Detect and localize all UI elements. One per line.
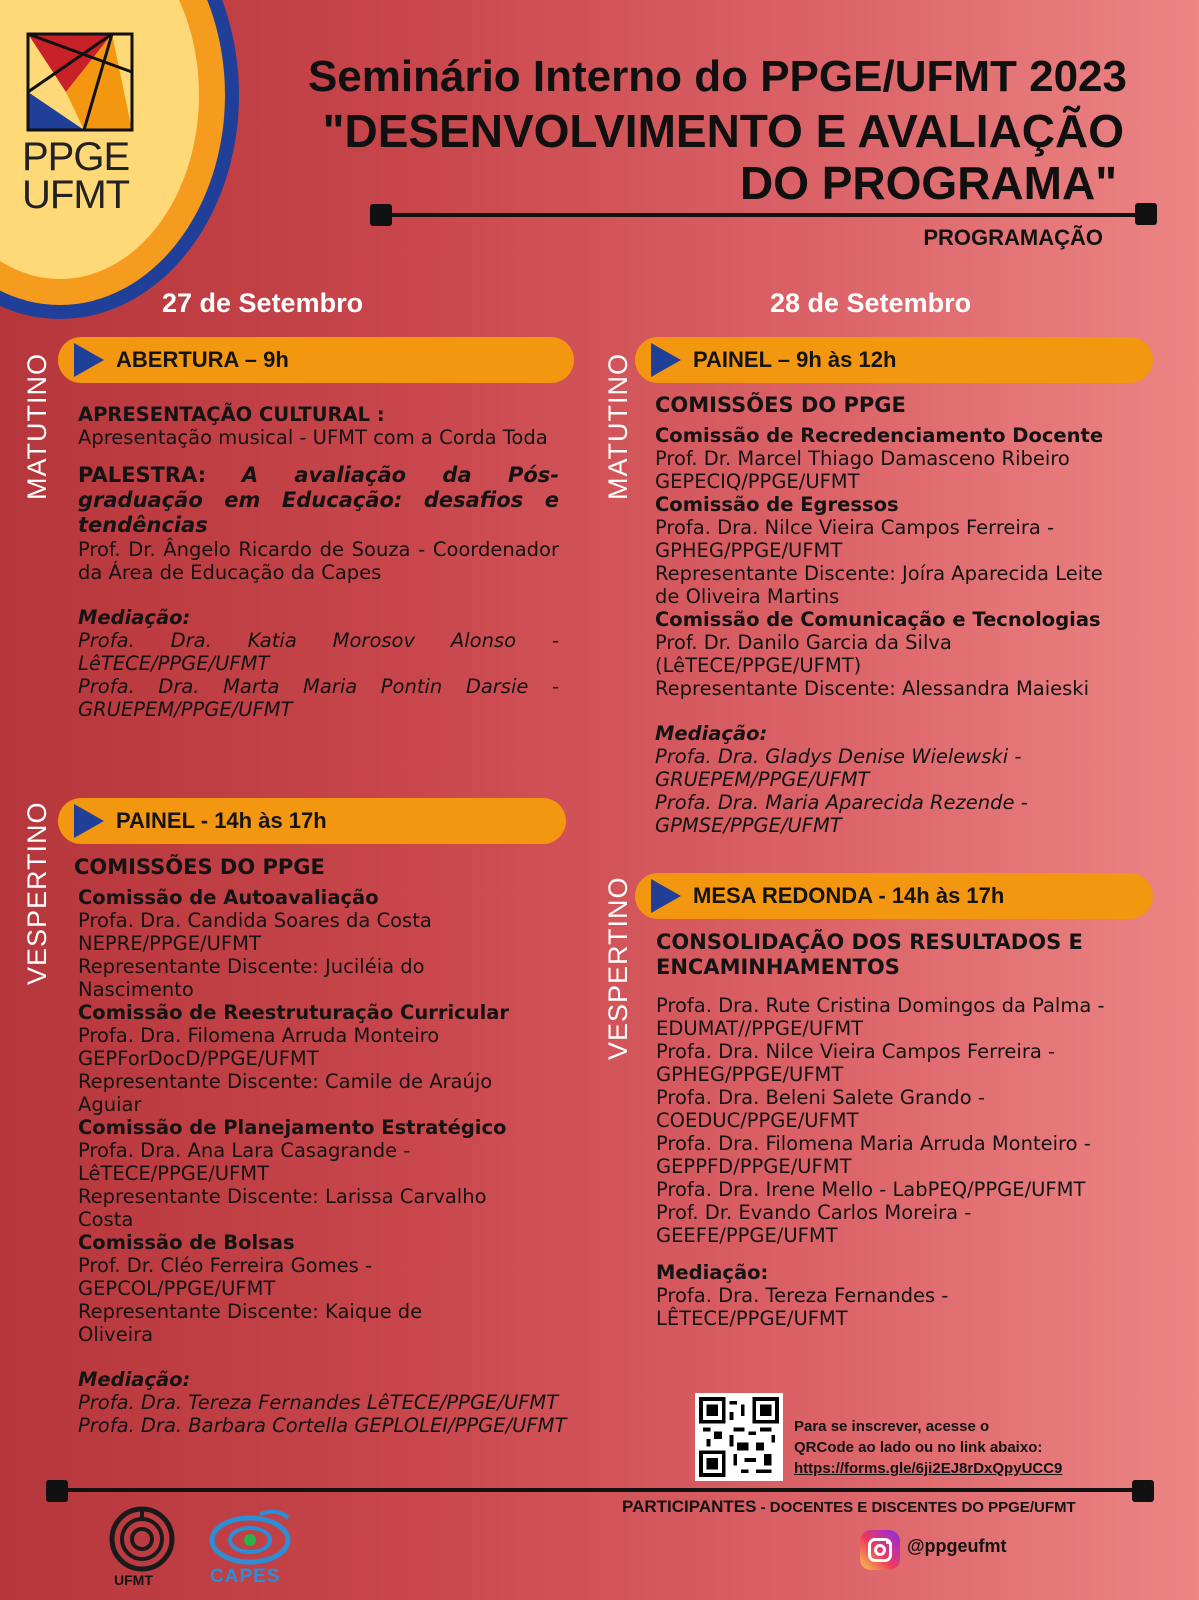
commission-line: Oliveira [78,1323,154,1346]
abertura-mediacao-label: Mediação: [78,606,191,629]
commission-line: Representante Discente: Larissa Carvalho [78,1185,487,1208]
day1-painel-content [74,855,594,1437]
day2-section-title: COMISSÕES DO PPGE [655,393,906,417]
instagram-icon[interactable] [860,1530,900,1570]
commission-name: Comissão de Autoavaliação [78,886,379,909]
programacao-label: PROGRAMAÇÃO [923,225,1103,250]
participant-line: Prof. Dr. Evando Carlos Moreira - [656,1201,972,1224]
commission-item [78,1231,594,1346]
instagram-handle[interactable]: @ppgeufmt [907,1536,1007,1556]
commission-line: Costa [78,1208,134,1231]
mediacao-line: GRUEPEM/PPGE/UFMT [655,768,870,791]
commission-item [655,608,1175,700]
mesa-content [656,930,1176,1330]
abertura-mediacao-1: Profa. Dra. Katia Morosov Alonso - LêTECE/PPGE/UFMT [78,629,559,675]
signup-instructions [794,1416,1062,1479]
day1-commission-list [74,886,594,1437]
day2-painel-content [655,393,1175,837]
commission-name: Comissão de Egressos [655,493,899,516]
commission-line: GEPECIQ/PPGE/UFMT [655,470,860,493]
commission-name: Comissão de Planejamento Estratégico [78,1116,507,1139]
commission-line: Profa. Dra. Nilce Vieira Campos Ferreira - [655,516,1055,539]
commission-item [78,1001,594,1116]
mesa-mediacao-label: Mediação: [656,1261,769,1284]
participant-line: Profa. Dra. Rute Cristina Domingos da Palma - [656,994,1105,1017]
mediacao-line: Profa. Dra. Maria Aparecida Rezende - [655,791,1028,814]
commission-line: Prof. Dr. Danilo Garcia da Silva [655,631,952,654]
participant-line: GPHEG/PPGE/UFMT [656,1063,844,1086]
commission-line: GEPForDocD/PPGE/UFMT [78,1047,319,1070]
signup-line1: Para se inscrever, acesse o [794,1418,990,1435]
abertura-mediacao-2: Profa. Dra. Marta Maria Pontin Darsie - GRUEPEM/PPGE/UFMT [78,675,559,721]
qr-code-icon[interactable] [695,1393,783,1481]
page-title-line1: Seminário Interno do PPGE/UFMT 2023 [307,52,1127,101]
capes-logo-icon [208,1508,294,1568]
commission-line: LêTECE/PPGE/UFMT [78,1162,270,1185]
participant-line: EDUMAT//PPGE/UFMT [656,1017,864,1040]
day1-painel-banner [58,798,566,844]
mediacao-line: Profa. Dra. Gladys Denise Wielewski - [655,745,1022,768]
cultural-text: Apresentação musical - UFMT com a Corda Toda [78,426,548,449]
commission-item [655,424,1175,493]
commission-line: Profa. Dra. Filomena Arruda Monteiro [78,1024,440,1047]
page-title-line3: DO PROGRAMA" [739,157,1117,209]
cultural-title: APRESENTAÇÃO CULTURAL : [78,403,385,426]
commission-line: Prof. Dr. Cléo Ferreira Gomes - [78,1254,372,1277]
mediacao-line: GPMSE/PPGE/UFMT [655,814,842,837]
palestra-speaker: Prof. Dr. Ângelo Ricardo de Souza - Coordenador da Área de Educação da Capes [78,538,559,584]
commission-line: Representante Discente: Alessandra Maieski [655,677,1090,700]
commission-line: NEPRE/PPGE/UFMT [78,932,261,955]
abertura-banner [58,337,574,383]
commission-line: GEPCOL/PPGE/UFMT [78,1277,276,1300]
logo-text [22,135,142,217]
day1-painel-mediacao-label: Mediação: [78,1368,191,1391]
mediacao-line: LÊTECE/PPGE/UFMT [656,1307,848,1330]
day1-painel-banner-text: PAINEL - 14h às 17h [116,808,327,833]
commission-line: Representante Discente: Kaique de [78,1300,423,1323]
participants-label: PARTICIPANTES [622,1497,757,1516]
commission-item [78,886,594,1001]
commission-line: Profa. Dra. Ana Lara Casagrande - [78,1139,411,1162]
page-title-line2: "DESENVOLVIMENTO E AVALIAÇÃO [322,105,1124,157]
commission-item [78,1116,594,1231]
participant-line: GEPPFD/PPGE/UFMT [656,1155,852,1178]
mediacao-line: Profa. Dra. Tereza Fernandes - [656,1284,949,1307]
mesa-redonda-banner-text: MESA REDONDA - 14h às 17h [693,883,1005,908]
participant-line: Profa. Dra. Filomena Maria Arruda Monteiro - [656,1132,1091,1155]
participant-line: Profa. Dra. Nilce Vieira Campos Ferreira - [656,1040,1056,1063]
day2-painel-banner [635,337,1153,383]
mesa-redonda-banner [635,873,1153,919]
commission-line: Prof. Dr. Marcel Thiago Damasceno Ribeiro [655,447,1070,470]
day1-afternoon-label: VESPERTINO [22,801,52,985]
day2-painel-banner-text: PAINEL – 9h às 12h [693,347,897,372]
day2-date: 28 de Setembro [770,288,972,318]
commission-line: Aguiar [78,1093,142,1116]
signup-link[interactable]: https://forms.gle/6ji2EJ8rDxQpyUCC9 [794,1460,1063,1477]
day1-painel-mediacao-2: Profa. Dra. Barbara Cortella GEPLOLEI/PPGE/UFMT [78,1414,567,1437]
day1-morning-label: MATUTINO [22,353,52,500]
palestra-label: PALESTRA: [78,463,207,487]
commission-name: Comissão de Bolsas [78,1231,295,1254]
commission-line: Nascimento [78,978,194,1001]
participant-line: Profa. Dra. Beleni Salete Grando - [656,1086,985,1109]
participant-line: COEDUC/PPGE/UFMT [656,1109,859,1132]
commission-line: (LêTECE/PPGE/UFMT) [655,654,862,677]
capes-label: CAPES [210,1566,281,1587]
play-arrow-icon [651,343,681,377]
commission-name: Comissão de Reestruturação Curricular [78,1001,510,1024]
commission-line: Representante Discente: Joíra Aparecida Leite [655,562,1103,585]
header-rule [380,213,1140,217]
ufmt-logo-icon [109,1506,175,1572]
participants-text: - DOCENTES E DISCENTES DO PPGE/UFMT [756,1499,1076,1516]
play-arrow-icon [651,879,681,913]
day2-morning-label: MATUTINO [603,353,633,500]
abertura-content [78,403,559,721]
commission-line: Representante Discente: Camile de Araújo [78,1070,493,1093]
day2-painel-mediacao-label: Mediação: [655,722,768,745]
rule-end-right [1135,203,1157,225]
day1-painel-mediacao-1: Profa. Dra. Tereza Fernandes LêTECE/PPGE/UFMT [78,1391,559,1414]
commission-line: de Oliveira Martins [655,585,840,608]
commission-line: Profa. Dra. Candida Soares da Costa [78,909,432,932]
play-arrow-icon [74,804,104,838]
abertura-banner-text: ABERTURA – 9h [116,347,289,372]
participant-line: Profa. Dra. Irene Mello - LabPEQ/PPGE/UFMT [656,1178,1086,1201]
palestra-title: A avaliação da Pós-graduação em Educação: desafios e tendências [78,463,559,537]
day2-afternoon-label: VESPERTINO [603,876,633,1060]
participant-line: GEEFE/PPGE/UFMT [656,1224,838,1247]
palestra [78,463,559,538]
footer-rule-end-right [1132,1480,1154,1502]
play-arrow-icon [74,343,104,377]
commission-name: Comissão de Comunicação e Tecnologias [655,608,1101,631]
footer-rule [56,1488,1136,1492]
logo-line1: PPGE [22,135,130,179]
mesa-section-title-1: CONSOLIDAÇÃO DOS RESULTADOS E [656,930,1083,954]
participants-note [622,1497,1076,1517]
logo-line2: UFMT [22,173,130,217]
day1-date: 27 de Setembro [162,288,364,318]
ppge-logo-icon [26,32,134,132]
commission-item [655,493,1175,608]
commission-line: GPHEG/PPGE/UFMT [655,539,843,562]
commission-line: Representante Discente: Juciléia do [78,955,425,978]
commission-name: Comissão de Recredenciamento Docente [655,424,1104,447]
day1-section-title: COMISSÕES DO PPGE [74,855,325,879]
mesa-section-title-2: ENCAMINHAMENTOS [656,955,900,979]
ufmt-label: UFMT [114,1572,153,1588]
signup-line2: QRCode ao lado ou no link abaixo: [794,1439,1043,1456]
